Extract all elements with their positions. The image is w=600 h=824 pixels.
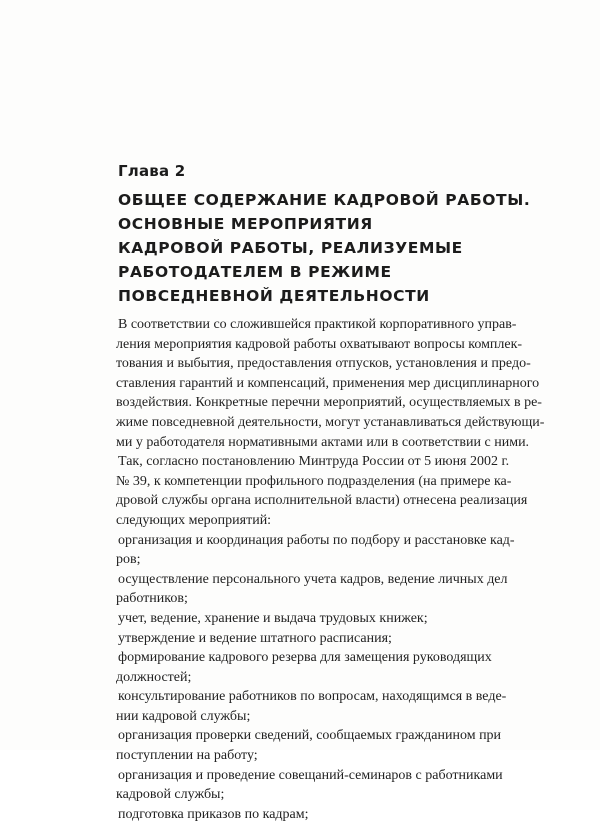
title-line: КАДРОВОЙ РАБОТЫ, РЕАЛИЗУЕМЫЕ xyxy=(118,239,463,257)
text-line: нии кадровой службы; xyxy=(116,708,251,724)
text-line: Так, согласно постановлению Минтруда России от 5 июня 2002 г. xyxy=(118,454,510,470)
text-line: воздействия. Конкретные перечни мероприятий, осуществляемых в ре- xyxy=(116,395,542,411)
text-line: учет, ведение, хранение и выдача трудовых книжек; xyxy=(118,610,428,626)
text-line: организация и проведение совещаний-семинаров с работниками xyxy=(118,767,503,783)
text-line: ми у работодателя нормативными актами или в соответствии с ними. xyxy=(116,434,530,450)
text-line: № 39, к компетенции профильного подразделения (на примере ка- xyxy=(116,473,512,489)
text-line: должностей; xyxy=(116,669,192,685)
title-line: ОБЩЕЕ СОДЕРЖАНИЕ КАДРОВОЙ РАБОТЫ. xyxy=(118,191,531,209)
text-line: ления мероприятия кадровой работы охватывают вопросы комплек- xyxy=(116,336,523,352)
text-line: консультирование работников по вопросам, находящимся в веде- xyxy=(118,689,507,705)
title-line: ПОВСЕДНЕВНОЙ ДЕЯТЕЛЬНОСТИ xyxy=(118,287,430,305)
text-line: организация и координация работы по подбору и расстановке кад- xyxy=(118,532,515,548)
text-line: осуществление персонального учета кадров, ведение личных дел xyxy=(118,571,508,587)
text-line: кадровой службы; xyxy=(116,787,225,803)
text-line: жиме повседневной деятельности, могут устанавливаться действующи- xyxy=(116,414,545,430)
text-line: формирование кадрового резерва для замещения руководящих xyxy=(118,650,492,666)
title-line: ОСНОВНЫЕ МЕРОПРИЯТИЯ xyxy=(118,215,373,233)
text-line: поступлении на работу; xyxy=(116,748,258,764)
text-line: ставления гарантий и компенсаций, применения мер дисциплинарного xyxy=(116,375,540,391)
text-line: тования и выбытия, предоставления отпусков, установления и предо- xyxy=(116,356,531,372)
text-line: организация проверки сведений, сообщаемых гражданином при xyxy=(118,728,502,744)
text-line: ров; xyxy=(116,552,141,568)
title-line: РАБОТОДАТЕЛЕМ В РЕЖИМЕ xyxy=(118,263,392,281)
text-line: В соответствии со сложившейся практикой корпоративного управ- xyxy=(118,317,517,332)
text-line: подготовка приказов по кадрам; xyxy=(118,806,309,822)
text-line: дровой службы органа исполнительной власти) отнесена реализация xyxy=(116,493,528,509)
body-text xyxy=(116,315,545,824)
text-line: работников; xyxy=(116,591,188,607)
chapter-number: Глава 2 xyxy=(118,162,186,180)
text-line: следующих мероприятий: xyxy=(116,512,272,528)
text-line: утверждение и ведение штатного расписания; xyxy=(118,630,392,646)
chapter-title xyxy=(118,188,531,308)
